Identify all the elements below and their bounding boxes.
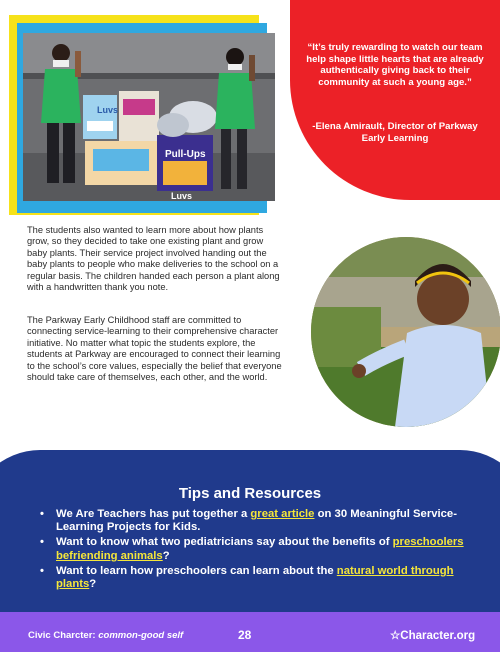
photo-teachers-illustration [23, 33, 275, 201]
quote-background [290, 0, 500, 200]
tip-item [38, 536, 478, 562]
tip-text-before: Want to learn how preschoolers can learn about the [56, 564, 337, 577]
luvs-box-label-1: Luvs [97, 105, 119, 115]
bullet-icon: • [40, 508, 44, 520]
photo-teachers-with-donations [23, 33, 275, 201]
tip-text-after: ? [89, 578, 97, 591]
body-paragraph-2: The Parkway Early Childhood staff are committed to connecting service-learning to their comprehensive character initiative. No matter what topic the students explore, the students at Parkway are encouraged to connect their learning to the school’s core values, especially the belief that everyone should take care of themselves, each other, and the world. [27, 315, 282, 383]
tips-list [38, 508, 478, 593]
tip-text-before: We Are Teachers has put together a [56, 508, 251, 520]
tip-text-after: on 30 Meaningful Service-Learning Projects for Kids. [56, 508, 457, 534]
photo-child-illustration [311, 237, 500, 427]
tip-item [38, 508, 478, 534]
tips-title: Tips and Resources [178, 485, 322, 502]
body-paragraph-1: The students also wanted to learn more about how plants grow, so they decided to take one existing plant and grow baby plants. Their service project involved handing out the baby plants to people who make deliveries to the school on a regular basis. The children handed each person a plant along with a handwritten thank you note. [27, 225, 280, 293]
pull-ups-box-label: Pull-Ups [165, 149, 206, 160]
link-natural-world-through-plants[interactable]: natural world through plants [56, 564, 454, 591]
footer-label-italic: common-good self [98, 630, 184, 641]
quote-attribution: -Elena Amirault, Director of Parkway Early Learning [312, 121, 478, 144]
footer-label-prefix: Civic Charcter: [28, 630, 96, 641]
bullet-icon: • [40, 564, 44, 577]
tip-text-before: Want to know what two pediatricians say about the benefits of [56, 536, 393, 549]
tip-item [38, 565, 478, 591]
bullet-icon: • [40, 536, 44, 549]
pull-quote: “It’s truly rewarding to watch our team help shape little hearts that are already authentically giving back to their community at such a young age.” [306, 42, 484, 88]
link-great-article[interactable]: great article [250, 508, 315, 520]
tip-text-after: ? [162, 549, 170, 562]
link-preschoolers-befriending-animals[interactable]: preschoolers befriending animals [56, 536, 464, 562]
photo-child-outdoors [311, 237, 500, 427]
footer-section-label [28, 630, 183, 641]
page-number: 28 [238, 628, 252, 642]
footer-brand-logo: ☆Character.org [390, 630, 476, 642]
luvs-box-label-2: Luvs [171, 191, 193, 201]
